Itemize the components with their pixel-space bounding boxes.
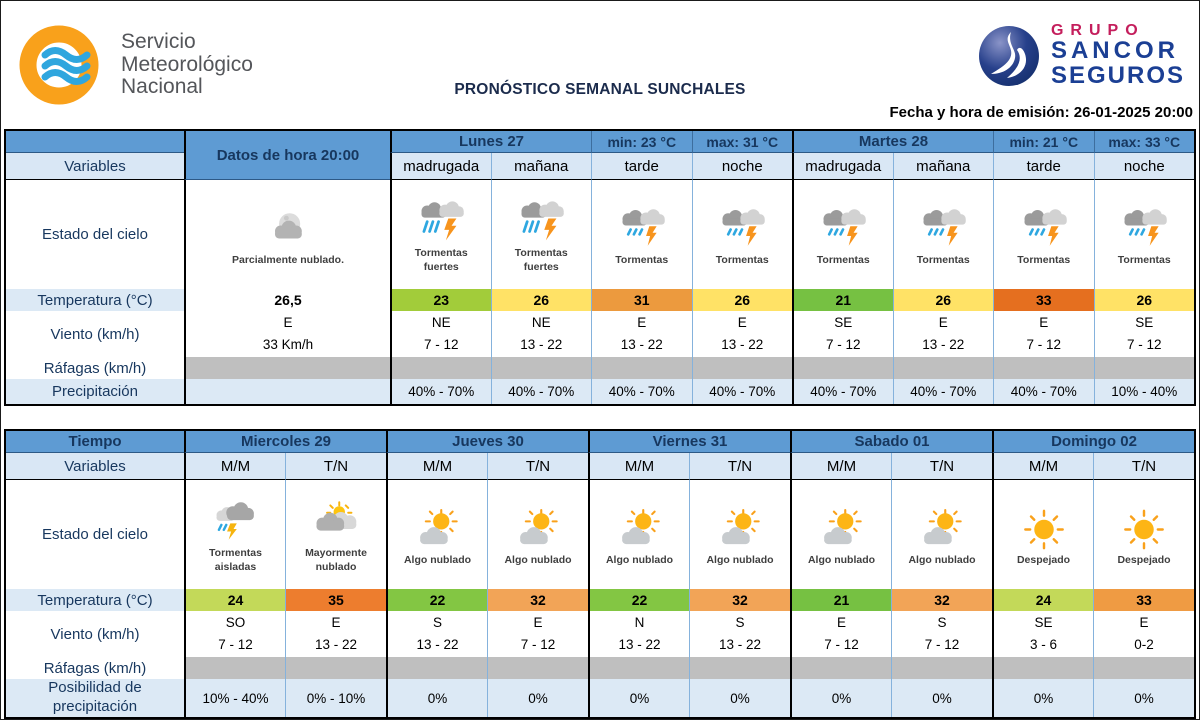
wind-speed-range: 0-2 [1134,637,1154,652]
wind-cell [386,611,487,657]
temperature-cell: 21 [790,589,891,611]
sky-cell [790,480,891,589]
day-header: Miercoles 29 [184,431,386,453]
row-label-wind: Viento (km/h) [6,311,184,357]
sponsor-word-sancor: SANCOR [1050,37,1179,65]
corner-band [6,131,184,153]
temperature-cell: 26 [1094,289,1195,311]
sky-condition-label: Algo nublado [504,553,572,566]
wind-speed-range: 7 - 12 [218,637,253,652]
partly-cloudy-icon [614,507,666,553]
wind-speed-range: 13 - 22 [620,337,663,352]
sky-condition-label: Tormentas [715,253,769,266]
precipitation-cell: 0% [992,679,1093,717]
precipitation-cell: 40% - 70% [390,379,491,404]
row-label-gusts: Ráfagas (km/h) [6,657,184,679]
wind-direction: S [937,615,947,631]
period-label: noche [1094,153,1195,180]
period-label: M/M [184,453,285,480]
partly-cloudy-icon [916,507,968,553]
gusts-cell [891,657,992,679]
row-label-precipitation: Posibilidad de precipitación [6,679,184,717]
gusts-cell [491,357,592,379]
gusts-cell [184,657,285,679]
wind-cell [285,611,386,657]
sky-cell [792,180,893,289]
precipitation-cell: 0% - 10% [285,679,386,717]
wind-speed-range: 13 - 22 [314,637,358,652]
temperature-cell: 32 [891,589,992,611]
gusts-cell [689,657,790,679]
wind-direction: SO [225,615,246,631]
mostly-cloudy-icon [310,500,362,546]
sky-cell [491,180,592,289]
sky-cell [285,480,386,589]
wind-cell [491,311,592,357]
period-label: mañana [491,153,592,180]
temperature-cell: 33 [1093,589,1194,611]
period-label: M/M [790,453,891,480]
storm-icon [817,207,869,253]
sponsor-word-grupo: GRUPO [1050,22,1145,39]
gusts-cell [591,357,692,379]
row-label-sky: Estado del cielo [6,180,184,289]
temperature-cell: 26 [491,289,592,311]
sky-condition-label: Despejado [1016,553,1071,566]
variables-label: Variables [6,453,184,479]
sky-cell [1093,480,1194,589]
period-label: T/N [689,453,790,480]
sky-condition-label: Algo nublado [807,553,876,566]
sky-cell [390,180,491,289]
period-label: tarde [993,153,1094,180]
period-label: M/M [588,453,689,480]
wind-cell [487,611,588,657]
wind-cell [591,311,692,357]
wind-direction: E [1039,315,1049,331]
wind-direction: SE [1135,315,1154,331]
wind-speed-range: 13 - 22 [416,637,459,652]
wind-cell-current [184,311,390,357]
sky-condition-label: Parcialmente nublado. [231,253,345,266]
storm-icon [616,207,668,253]
wind-direction: E [1139,615,1149,631]
period-label: noche [692,153,793,180]
wind-direction: E [836,615,846,631]
wind-direction: E [637,315,647,331]
page-title: PRONÓSTICO SEMANAL SUNCHALES [454,81,746,98]
wind-direction: S [432,615,442,631]
sky-cell [692,180,793,289]
smn-text-line1: Servicio [121,29,196,53]
sky-cell [689,480,790,589]
period-label: M/M [992,453,1093,480]
gusts-cell [692,357,793,379]
sky-condition-label: Tormentas fuertes [514,246,568,273]
wind-speed-range: 33 Km/h [262,337,314,352]
gusts-cell [487,657,588,679]
wind-cell [893,311,994,357]
smn-text-line3: Nacional [121,75,203,99]
wind-cell [689,611,790,657]
wind-cell [184,611,285,657]
sky-condition-label: Algo nublado [403,553,472,566]
sky-condition-label: Algo nublado [908,553,976,566]
wind-speed-range: 7 - 12 [520,637,556,652]
gusts-cell [993,357,1094,379]
tables-area [1,129,1199,719]
sky-condition-label: Despejado [1117,553,1171,566]
variables-label: Variables [6,153,184,179]
sponsor-logo-block [977,23,1185,88]
sky-cell [184,480,285,589]
sky-condition-label: Tormentas fuertes [414,246,468,273]
wind-speed-range: 7 - 12 [825,337,861,352]
temperature-cell: 31 [591,289,692,311]
wind-direction: E [938,315,948,331]
wind-speed-range: 7 - 12 [1126,337,1162,352]
wind-direction: E [331,615,341,631]
period-label: tarde [591,153,692,180]
precipitation-cell: 40% - 70% [893,379,994,404]
wind-speed-range: 7 - 12 [824,637,859,652]
sky-cell [992,480,1093,589]
current-data-header: Datos de hora 20:00 [184,131,390,180]
day-min-temp: min: 23 °C [591,131,692,153]
wind-direction: E [737,315,747,331]
wind-direction: NE [431,315,451,331]
period-label: T/N [1093,453,1194,480]
sky-condition-label: Tormentas [1117,253,1171,266]
sky-cell [591,180,692,289]
gusts-cell [792,357,893,379]
temperature-cell-current: 26,5 [184,289,390,311]
sky-cell-current [184,180,390,289]
gusts-cell-current [184,357,390,379]
precipitation-cell: 40% - 70% [591,379,692,404]
temperature-cell: 26 [893,289,994,311]
wind-speed-range: 7 - 12 [924,637,960,652]
gusts-cell [1093,657,1194,679]
forecast-table-detailed [4,129,1196,406]
period-label: madrugada [390,153,491,180]
day-max-temp: max: 33 °C [1094,131,1195,153]
sponsor-logo-text [1051,23,1185,88]
day-header: Lunes 27 [390,131,591,153]
precipitation-cell: 40% - 70% [692,379,793,404]
row-label-temperature: Temperatura (°C) [6,289,184,311]
wind-direction: S [735,615,745,631]
day-header: Martes 28 [792,131,993,153]
sancor-logo-icon [977,24,1041,88]
wind-speed-range: 7 - 12 [1026,337,1062,352]
row-label-precipitation: Precipitación [6,379,184,404]
wind-direction: SE [834,315,853,331]
wind-direction: SE [1034,615,1053,631]
day-max-temp: max: 31 °C [692,131,793,153]
storm-heavy-icon [515,200,567,246]
period-label: M/M [386,453,487,480]
partly-cloudy-night-icon [262,207,314,253]
sky-condition-label: Algo nublado [706,553,774,566]
bulletin-header [1,1,1199,129]
day-header: Jueves 30 [386,431,588,453]
wind-cell [1094,311,1195,357]
period-label: T/N [487,453,588,480]
temperature-cell: 32 [487,589,588,611]
precipitation-cell: 40% - 70% [993,379,1094,404]
wind-cell [792,311,893,357]
sponsor-word-seguros: SEGUROS [1050,61,1185,89]
wind-speed-range: 13 - 22 [718,637,762,652]
period-label: mañana [893,153,994,180]
gusts-cell [790,657,891,679]
precipitation-cell: 40% - 70% [491,379,592,404]
sky-cell [588,480,689,589]
wind-speed-range: 13 - 22 [922,337,965,352]
sky-condition-label: Algo nublado [605,553,674,566]
precipitation-cell: 0% [1093,679,1194,717]
precipitation-cell: 0% [487,679,588,717]
partly-cloudy-icon [512,507,564,553]
storm-icon [1118,207,1170,253]
sky-cell [893,180,994,289]
storm-icon [917,207,969,253]
sky-cell [487,480,588,589]
variables-header-cell [6,431,184,480]
sky-condition-label: Mayormente nublado [305,546,367,573]
wind-direction: E [283,315,293,331]
day-header: Sabado 01 [790,431,992,453]
row-label-sky: Estado del cielo [6,480,184,589]
partly-cloudy-icon [714,507,766,553]
sky-condition-label: Tormentas [1017,253,1071,266]
smn-text-line2: Meteorológico [121,52,253,76]
wind-cell [390,311,491,357]
wind-cell [992,611,1093,657]
storm-icon [716,207,768,253]
temperature-cell: 24 [992,589,1093,611]
variables-header-cell [6,131,184,180]
wind-cell [692,311,793,357]
temperature-cell: 32 [689,589,790,611]
precipitation-cell: 0% [790,679,891,717]
wind-speed-range: 3 - 6 [1029,637,1057,652]
row-label-gusts: Ráfagas (km/h) [6,357,184,379]
period-label: T/N [285,453,386,480]
period-label: T/N [891,453,992,480]
sunny-icon [1118,507,1170,553]
sky-cell [386,480,487,589]
row-label-temperature: Temperatura (°C) [6,589,184,611]
precipitation-cell-current [184,379,390,404]
wind-speed-range: 13 - 22 [721,337,764,352]
row-label-wind: Viento (km/h) [6,611,184,657]
storm-icon [1018,207,1070,253]
wind-direction: NE [531,315,551,331]
wind-cell [588,611,689,657]
sky-cell [891,480,992,589]
gusts-cell [390,357,491,379]
wind-cell [790,611,891,657]
gusts-cell [588,657,689,679]
wind-cell [1093,611,1194,657]
temperature-cell: 26 [692,289,793,311]
precipitation-cell: 0% [689,679,790,717]
sky-condition-label: Tormentas [916,253,970,266]
corner-band: Tiempo [6,431,184,453]
precipitation-cell: 0% [386,679,487,717]
temperature-cell: 33 [993,289,1094,311]
sky-condition-label: Tormentas aisladas [209,546,262,573]
day-header: Domingo 02 [992,431,1194,453]
forecast-table-weekly [4,429,1196,719]
storm-isolated-icon [210,500,262,546]
emission-datetime: Fecha y hora de emisión: 26-01-2025 20:00 [889,104,1193,121]
precipitation-cell: 0% [588,679,689,717]
gusts-cell [1094,357,1195,379]
temperature-cell: 35 [285,589,386,611]
sunny-icon [1018,507,1070,553]
wind-cell [993,311,1094,357]
storm-heavy-icon [415,200,467,246]
sky-cell [993,180,1094,289]
wind-direction: N [634,615,645,631]
gusts-cell [285,657,386,679]
precipitation-cell: 10% - 40% [184,679,285,717]
day-min-temp: min: 21 °C [993,131,1094,153]
sky-condition-label: Tormentas [615,253,669,266]
period-label: madrugada [792,153,893,180]
wind-speed-range: 13 - 22 [520,337,563,352]
wind-cell [891,611,992,657]
temperature-cell: 22 [386,589,487,611]
partly-cloudy-icon [412,507,464,553]
temperature-cell: 23 [390,289,491,311]
gusts-cell [992,657,1093,679]
gusts-cell [386,657,487,679]
precipitation-cell: 40% - 70% [792,379,893,404]
wind-speed-range: 7 - 12 [423,337,459,352]
temperature-cell: 24 [184,589,285,611]
precipitation-cell: 10% - 40% [1094,379,1195,404]
partly-cloudy-icon [816,507,868,553]
gusts-cell [893,357,994,379]
sky-cell [1094,180,1195,289]
wind-direction: E [533,615,543,631]
sky-condition-label: Tormentas [816,253,870,266]
temperature-cell: 22 [588,589,689,611]
day-header: Viernes 31 [588,431,790,453]
wind-speed-range: 13 - 22 [618,637,661,652]
precipitation-cell: 0% [891,679,992,717]
temperature-cell: 21 [792,289,893,311]
